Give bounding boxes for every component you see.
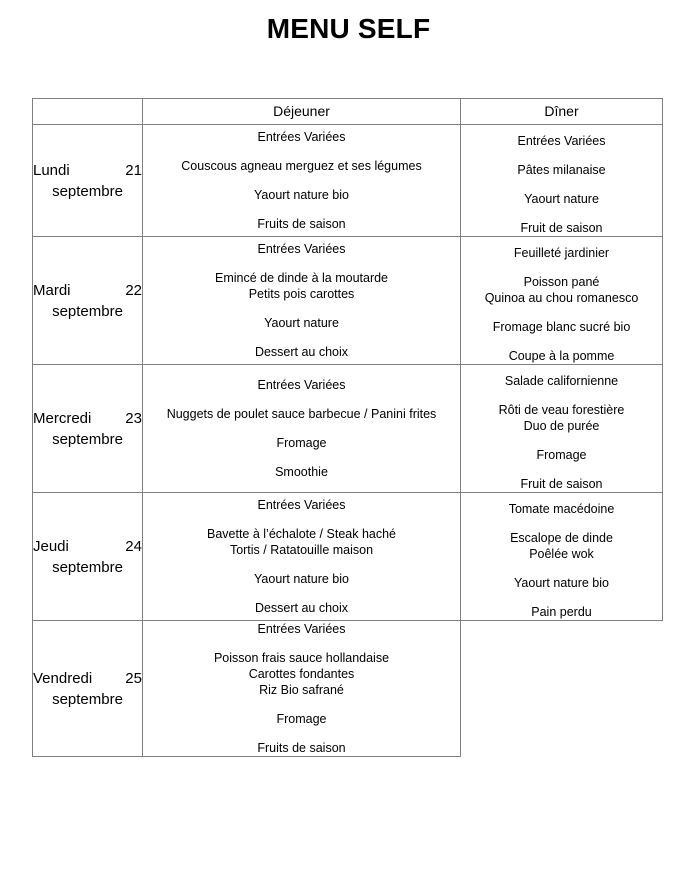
meal-group (143, 464, 460, 480)
meal-group (461, 476, 662, 492)
day-date-line: Vendredi 25 (33, 669, 142, 687)
lunch-cell (143, 365, 461, 493)
meal-item: Duo de purée (523, 419, 600, 433)
meal-item: Fruits de saison (257, 741, 346, 755)
day-date-line: Mardi 22 (33, 281, 142, 299)
meal-item: Fruits de saison (257, 217, 346, 231)
page-title: MENU SELF (266, 13, 431, 44)
day-month-line: septembre (52, 690, 123, 708)
meal-item: Quinoa au chou romanesco (484, 291, 639, 305)
meal-group (143, 129, 460, 145)
meal-item: Entrées Variées (257, 130, 346, 144)
dinner-cell (461, 237, 663, 365)
meal-group (461, 604, 662, 620)
meal-item: Fromage (536, 448, 587, 462)
table-header-row (33, 99, 663, 125)
meal-item: Fromage (276, 712, 327, 726)
lunch-cell (143, 493, 461, 621)
meal-item: Poêlée wok (529, 547, 594, 561)
meal-item: Dessert au choix (254, 345, 349, 359)
meal-group (143, 315, 460, 331)
day-month-line: septembre (52, 302, 123, 320)
meal-group (461, 373, 662, 389)
meal-group (143, 621, 460, 637)
meal-item: Petits pois carottes (248, 287, 355, 301)
meal-item: Nuggets de poulet sauce barbecue / Panini frites (166, 407, 437, 421)
meal-group (461, 348, 662, 364)
meal-group (461, 575, 662, 591)
meal-group (143, 526, 460, 558)
meal-group (143, 650, 460, 698)
meal-group (143, 377, 460, 393)
lunch-cell (143, 125, 461, 237)
lunch-cell (143, 237, 461, 365)
header-lunch: Déjeuner (143, 99, 461, 125)
meal-group (143, 571, 460, 587)
meal-item: Tortis / Ratatouille maison (229, 543, 374, 557)
day-month-line: septembre (52, 430, 123, 448)
meal-group (143, 600, 460, 616)
day-date-line: Lundi 21 (33, 161, 142, 179)
meal-item: Tomate macédoine (508, 502, 615, 516)
meal-group (143, 435, 460, 451)
meal-item: Fromage (276, 436, 327, 450)
day-month-line: septembre (52, 558, 123, 576)
header-dinner: Dîner (461, 99, 663, 125)
menu-table (32, 98, 663, 757)
day-cell (33, 237, 143, 365)
day-date-line: Jeudi 24 (33, 537, 142, 555)
meal-item: Pain perdu (531, 605, 592, 619)
header-day-column (33, 99, 143, 125)
meal-item: Bavette à l’échalote / Steak haché (206, 527, 396, 541)
meal-group (143, 270, 460, 302)
meal-item: Entrées Variées (257, 378, 346, 392)
meal-group (461, 530, 662, 562)
meal-item: Poisson pané (523, 275, 600, 289)
meal-item: Yaourt nature bio (254, 188, 349, 202)
dinner-cell (461, 493, 663, 621)
table-row (33, 493, 663, 621)
meal-group (461, 402, 662, 434)
day-date-line: Mercredi 23 (33, 409, 142, 427)
meal-item: Emincé de dinde à la moutarde (214, 271, 389, 285)
day-cell (33, 125, 143, 237)
meal-group (461, 162, 662, 178)
meal-item: Riz Bio safrané (259, 683, 344, 697)
meal-group (461, 133, 662, 149)
meal-group (461, 447, 662, 463)
meal-item: Salade californienne (504, 374, 619, 388)
meal-item: Carottes fondantes (248, 667, 355, 681)
meal-item: Entrées Variées (257, 498, 346, 512)
meal-group (143, 497, 460, 513)
meal-item: Yaourt nature (264, 316, 339, 330)
lunch-cell (143, 621, 461, 757)
meal-group (143, 406, 460, 422)
meal-group (143, 711, 460, 727)
meal-item: Coupe à la pomme (508, 349, 615, 363)
table-row (33, 365, 663, 493)
meal-group (461, 220, 662, 236)
meal-group (461, 245, 662, 261)
meal-item: Yaourt nature (524, 192, 599, 206)
day-month-line: septembre (52, 182, 123, 200)
dinner-cell-empty (461, 621, 663, 757)
meal-item: Poisson frais sauce hollandaise (213, 651, 390, 665)
day-cell (33, 621, 143, 757)
meal-item: Yaourt nature bio (514, 576, 609, 590)
meal-group (461, 274, 662, 306)
meal-item: Rôti de veau forestière (498, 403, 625, 417)
day-cell (33, 493, 143, 621)
meal-item: Entrées Variées (517, 134, 606, 148)
menu-table-body (33, 125, 663, 757)
meal-item: Entrées Variées (257, 242, 346, 256)
meal-group (143, 740, 460, 756)
meal-item: Escalope de dinde (510, 531, 613, 545)
dinner-cell (461, 365, 663, 493)
meal-group (143, 158, 460, 174)
table-row (33, 621, 663, 757)
meal-item: Couscous agneau merguez et ses légumes (181, 159, 422, 173)
meal-item: Smoothie (275, 465, 328, 479)
menu-table-head (33, 99, 663, 125)
meal-group (143, 344, 460, 360)
meal-item: Fruit de saison (520, 477, 603, 491)
meal-group (143, 187, 460, 203)
meal-group (143, 241, 460, 257)
meal-group (143, 216, 460, 232)
meal-group (461, 319, 662, 335)
table-row (33, 237, 663, 365)
meal-group (461, 191, 662, 207)
meal-item: Fromage blanc sucré bio (492, 320, 631, 334)
dinner-cell (461, 125, 663, 237)
meal-group (461, 501, 662, 517)
meal-item: Fruit de saison (520, 221, 603, 235)
meal-item: Yaourt nature bio (254, 572, 349, 586)
table-row (33, 125, 663, 237)
meal-item: Dessert au choix (254, 601, 349, 615)
meal-item: Feuilleté jardinier (513, 246, 610, 260)
meal-item: Entrées Variées (257, 622, 346, 636)
day-cell (33, 365, 143, 493)
meal-item: Pâtes milanaise (517, 163, 606, 177)
